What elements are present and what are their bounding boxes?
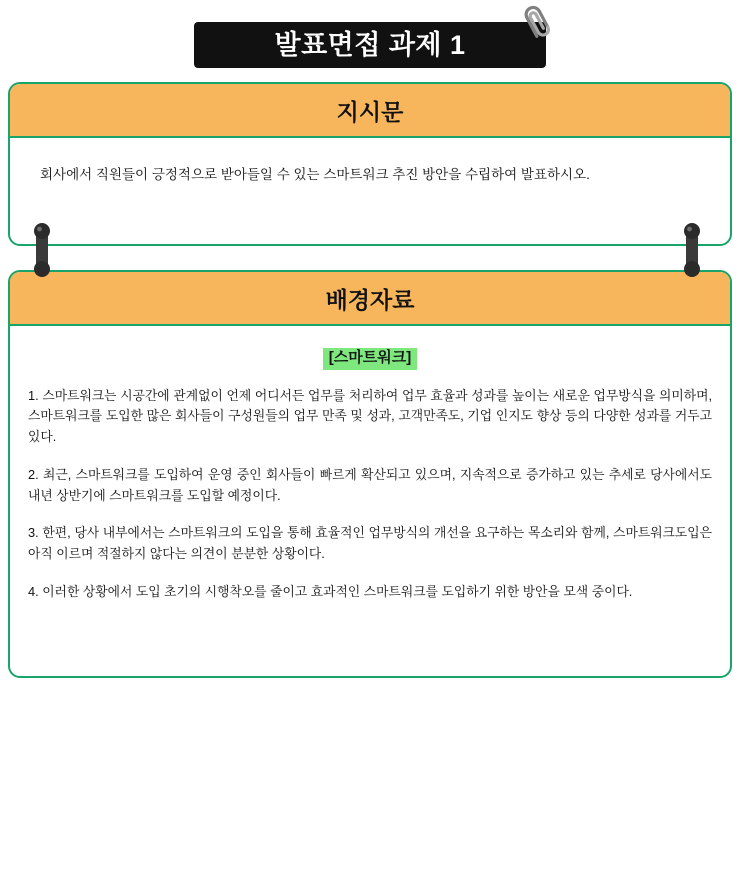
instruction-card-body	[10, 138, 730, 206]
instruction-card-header	[10, 84, 730, 138]
background-card-body	[10, 326, 730, 621]
background-subtitle-row	[26, 348, 714, 370]
background-paragraph-3: 3. 한편, 당사 내부에서는 스마트워크의 도입을 통해 효율적인 업무방식의 개선을 요구하는 목소리와 함께, 스마트워크도입은 아직 이르며 적절하지 않다는 의견이 분분한 상황이다.	[28, 525, 712, 562]
instruction-card	[8, 82, 732, 246]
background-subtitle: [스마트워크]	[323, 348, 417, 370]
page-title-banner	[194, 22, 546, 68]
page-title: 발표면접 과제 1	[274, 29, 466, 60]
instruction-card-title: 지시문	[336, 98, 404, 125]
background-card-title: 배경자료	[325, 286, 415, 313]
background-paragraph-4: 4. 이러한 상황에서 도입 초기의 시행착오를 줄이고 효과적인 스마트워크를 도입하기 위한 방안을 모색 중이다.	[28, 583, 633, 599]
background-paragraph-2: 2. 최근, 스마트워크를 도입하여 운영 중인 회사들이 빠르게 확산되고 있으며, 지속적으로 증가하고 있는 추세로 당사에서도 내년 상반기에 스마트워크를 도입할 예정이다.	[28, 466, 712, 503]
paper-clip-icon	[516, 2, 556, 42]
instruction-text: 회사에서 직원들이 긍정적으로 받아들일 수 있는 스마트워크 추진 방안을 수립하여 발표하시오.	[40, 167, 590, 182]
binder-rivet-right-icon	[681, 222, 703, 278]
background-card	[8, 270, 732, 678]
binder-rivet-left-icon	[31, 222, 53, 278]
background-paragraph-1: 1. 스마트워크는 시공간에 관계없이 언제 어디서든 업무를 처리하여 업무 효율과 성과를 높이는 새로운 업무방식을 의미하며, 스마트워크를 도입한 많은 회사들이 구성원들의 업무 만족 및 성과, 고객만족도, 기업 인지도 향상 등의 다양한 성과를 거두고 있다.	[28, 387, 712, 445]
background-card-header	[10, 272, 730, 326]
